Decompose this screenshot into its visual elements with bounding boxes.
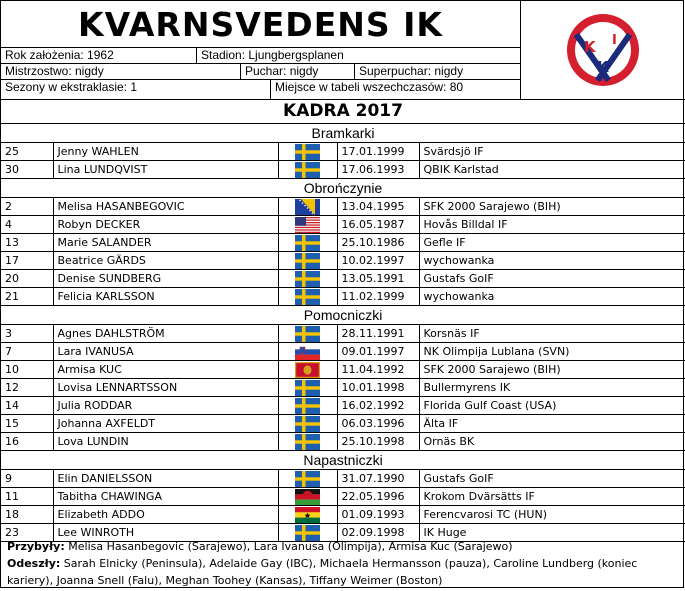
position-section-title: Pomocniczki (1, 306, 685, 325)
player-number: 3 (1, 325, 53, 343)
flag-swe-icon (295, 416, 320, 432)
player-birthdate: 01.09.1993 (337, 506, 419, 524)
player-birthdate: 10.02.1997 (337, 252, 419, 270)
flag-swe-icon (295, 235, 320, 251)
player-row (1, 470, 685, 488)
player-flag (278, 415, 337, 433)
section-header-row (1, 451, 685, 470)
departures-label: Odeszły: (7, 557, 61, 570)
player-previous-club: SFK 2000 Sarajewo (BIH) (419, 198, 685, 216)
section-header-row (1, 124, 685, 143)
player-row (1, 397, 685, 415)
player-row (1, 506, 685, 524)
flag-swe-icon (295, 253, 320, 269)
player-previous-club: Älta IF (419, 415, 685, 433)
player-flag (278, 379, 337, 397)
player-previous-club: SFK 2000 Sarajewo (BIH) (419, 361, 685, 379)
player-flag (278, 198, 337, 216)
player-previous-club: Ferencvarosi TC (HUN) (419, 506, 685, 524)
crest-letter-i: I (611, 33, 617, 48)
player-name: Denise SUNDBERG (53, 270, 278, 288)
arrivals-label: Przybyły: (7, 540, 65, 553)
player-row (1, 415, 685, 433)
cup: Puchar: nigdy (241, 64, 355, 80)
flag-swe-icon (295, 162, 320, 178)
club-name: KVARNSVEDENS IK (78, 4, 443, 44)
player-birthdate: 11.02.1999 (337, 288, 419, 306)
position-section-title: Napastniczki (1, 451, 685, 470)
player-name: Lovisa LENNARTSSON (53, 379, 278, 397)
player-previous-club: Bullermyrens IK (419, 379, 685, 397)
player-number: 9 (1, 470, 53, 488)
player-row (1, 198, 685, 216)
player-previous-club: NK Olimpija Lublana (SVN) (419, 343, 685, 361)
championship: Mistrzostwo: nigdy (1, 64, 241, 80)
player-flag (278, 343, 337, 361)
player-number: 23 (1, 524, 53, 542)
player-previous-club: Gefle IF (419, 234, 685, 252)
player-row (1, 379, 685, 397)
player-name: Marie SALANDER (53, 234, 278, 252)
player-birthdate: 25.10.1998 (337, 433, 419, 451)
player-flag (278, 288, 337, 306)
player-row (1, 325, 685, 343)
seasons-in-league: Sezony w ekstraklasie: 1 (1, 80, 271, 99)
player-number: 12 (1, 379, 53, 397)
stadium: Stadion: Ljungbergsplanen (197, 48, 521, 64)
player-flag (278, 397, 337, 415)
section-header-row (1, 306, 685, 325)
player-number: 7 (1, 343, 53, 361)
player-previous-club: Korsnäs IF (419, 325, 685, 343)
player-name: Armisa KUC (53, 361, 278, 379)
player-name: Tabitha CHAWINGA (53, 488, 278, 506)
departures-line (7, 555, 679, 589)
player-birthdate: 13.05.1991 (337, 270, 419, 288)
player-name: Elin DANIELSSON (53, 470, 278, 488)
flag-usa-icon (295, 217, 320, 233)
departures-text: Sarah Elnicky (Peninsula), Adelaide Gay (IBC), Michaela Hermansson (pauza), Caroline Lundberg (koniec kariery), Joanna Snell (Falu), Meghan Toohey (Kansas), Tiffany Weimer (Boston) (7, 557, 638, 587)
player-name: Johanna AXFELDT (53, 415, 278, 433)
player-row (1, 161, 685, 179)
player-flag (278, 470, 337, 488)
player-name: Robyn DECKER (53, 216, 278, 234)
player-name: Lee WINROTH (53, 524, 278, 542)
flag-swe-icon (295, 380, 320, 396)
player-previous-club: Florida Gulf Coast (USA) (419, 397, 685, 415)
player-flag (278, 161, 337, 179)
flag-bih-icon (295, 199, 320, 215)
player-row (1, 361, 685, 379)
player-birthdate: 11.04.1992 (337, 361, 419, 379)
flag-gha-icon (295, 507, 320, 523)
player-number: 10 (1, 361, 53, 379)
player-previous-club: Svärdsjö IF (419, 143, 685, 161)
flag-swe-icon (295, 326, 320, 342)
player-previous-club: Krokom Dvärsätts IF (419, 488, 685, 506)
player-number: 13 (1, 234, 53, 252)
player-previous-club: QBIK Karlstad (419, 161, 685, 179)
player-previous-club: wychowanka (419, 252, 685, 270)
player-row (1, 143, 685, 161)
player-birthdate: 13.04.1995 (337, 198, 419, 216)
player-birthdate: 02.09.1998 (337, 524, 419, 542)
player-number: 2 (1, 198, 53, 216)
flag-swe-icon (295, 471, 320, 487)
player-flag (278, 234, 337, 252)
crest-letter-k1: K (583, 38, 596, 56)
player-birthdate: 09.01.1997 (337, 343, 419, 361)
player-birthdate: 16.05.1987 (337, 216, 419, 234)
player-number: 20 (1, 270, 53, 288)
flag-swe-icon (295, 144, 320, 160)
flag-swe-icon (295, 398, 320, 414)
player-flag (278, 143, 337, 161)
crest-icon (565, 12, 641, 88)
player-flag (278, 270, 337, 288)
player-name: Melisa HASANBEGOVIC (53, 198, 278, 216)
player-birthdate: 06.03.1996 (337, 415, 419, 433)
supercup: Superpuchar: nigdy (355, 64, 521, 80)
player-flag (278, 488, 337, 506)
player-number: 25 (1, 143, 53, 161)
player-number: 30 (1, 161, 53, 179)
player-name: Lova LUNDIN (53, 433, 278, 451)
player-name: Felicia KARLSSON (53, 288, 278, 306)
player-previous-club: Gustafs GoIF (419, 470, 685, 488)
player-name: Elizabeth ADDO (53, 506, 278, 524)
flag-svn-icon (295, 344, 320, 360)
all-time-rank: Miejsce w tabeli wszechczasów: 80 (271, 80, 521, 99)
player-number: 21 (1, 288, 53, 306)
player-birthdate: 10.01.1998 (337, 379, 419, 397)
player-previous-club: IK Huge (419, 524, 685, 542)
player-number: 14 (1, 397, 53, 415)
player-flag (278, 325, 337, 343)
player-birthdate: 16.02.1992 (337, 397, 419, 415)
player-birthdate: 25.10.1986 (337, 234, 419, 252)
player-name: Julia RODDAR (53, 397, 278, 415)
player-birthdate: 28.11.1991 (337, 325, 419, 343)
player-previous-club: wychowanka (419, 288, 685, 306)
squad-table (1, 124, 685, 542)
player-name: Lara IVANUSA (53, 343, 278, 361)
player-row (1, 216, 685, 234)
player-name: Jenny WAHLEN (53, 143, 278, 161)
arrivals-line (7, 538, 679, 555)
position-section-title: Bramkarki (1, 124, 685, 143)
flag-mne-icon (295, 362, 320, 378)
position-section-title: Obrończynie (1, 179, 685, 198)
player-flag (278, 433, 337, 451)
player-name: Agnes DAHLSTRÖM (53, 325, 278, 343)
player-row (1, 343, 685, 361)
flag-swe-icon (295, 289, 320, 305)
player-birthdate: 17.01.1999 (337, 143, 419, 161)
player-number: 17 (1, 252, 53, 270)
player-previous-club: Gustafs GoIF (419, 270, 685, 288)
player-birthdate: 17.06.1993 (337, 161, 419, 179)
club-name-header (1, 1, 521, 48)
player-flag (278, 216, 337, 234)
player-row (1, 288, 685, 306)
player-number: 18 (1, 506, 53, 524)
arrivals-text: Melisa Hasanbegovic (Sarajewo), Lara Ivanusa (Olimpija), Armisa Kuc (Sarajewo) (68, 540, 513, 553)
crest-letter-k2: K (596, 58, 609, 76)
player-row (1, 234, 685, 252)
founded-year: Rok założenia: 1962 (1, 48, 197, 64)
player-row (1, 488, 685, 506)
squad-title: KADRA 2017 (1, 99, 685, 124)
player-row (1, 252, 685, 270)
transfers-footer (1, 536, 685, 591)
flag-swe-icon (295, 271, 320, 287)
section-header-row (1, 179, 685, 198)
player-flag (278, 506, 337, 524)
player-flag (278, 361, 337, 379)
player-name: Lina LUNDQVIST (53, 161, 278, 179)
player-number: 15 (1, 415, 53, 433)
flag-swe-icon (295, 434, 320, 450)
player-previous-club: Hovås Billdal IF (419, 216, 685, 234)
player-number: 11 (1, 488, 53, 506)
player-birthdate: 31.07.1990 (337, 470, 419, 488)
player-birthdate: 22.05.1996 (337, 488, 419, 506)
club-crest (521, 1, 684, 99)
player-number: 16 (1, 433, 53, 451)
player-previous-club: Ornäs BK (419, 433, 685, 451)
flag-mwi-icon (295, 489, 320, 505)
player-name: Beatrice GÄRDS (53, 252, 278, 270)
player-flag (278, 252, 337, 270)
player-row (1, 433, 685, 451)
player-row (1, 270, 685, 288)
player-number: 4 (1, 216, 53, 234)
